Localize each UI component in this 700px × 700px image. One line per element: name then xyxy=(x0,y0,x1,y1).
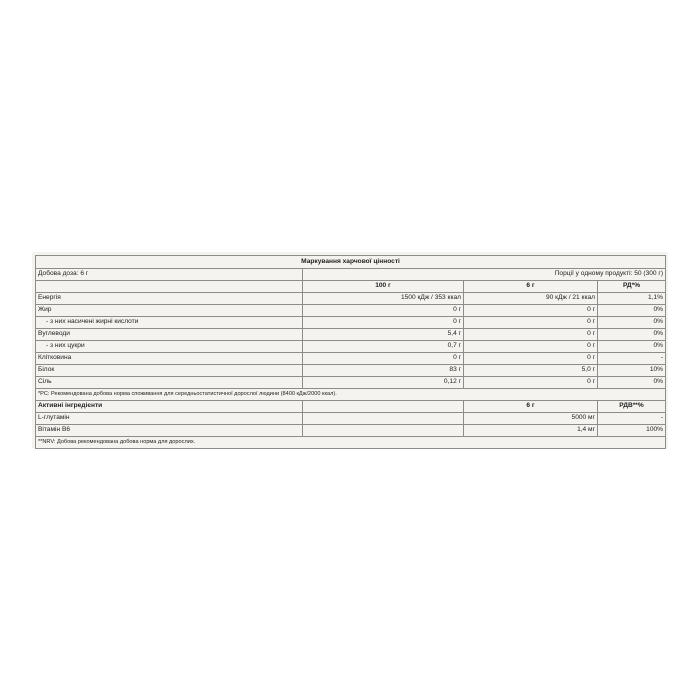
value-rd: 0% xyxy=(598,329,666,341)
table-title: Маркування харчової цінності xyxy=(36,256,666,269)
active-ingredients-header: Активні інгредієнти xyxy=(36,401,303,413)
column-header-row xyxy=(36,281,666,293)
value-rd: 0% xyxy=(598,305,666,317)
value-per-6g: 5,0 г xyxy=(464,365,598,377)
nutrient-name: Клітковина xyxy=(36,353,303,365)
value-rd: 0% xyxy=(598,377,666,389)
col-header-dose: 6 г xyxy=(464,401,598,413)
value-per-6g: 0 г xyxy=(464,353,598,365)
value-rd: 0% xyxy=(598,341,666,353)
ingredient-blank-cell xyxy=(303,425,464,437)
value-per-100g: 0 г xyxy=(303,317,464,329)
nutrient-name: Білок xyxy=(36,365,303,377)
col-header-nrv: РДВ**% xyxy=(598,401,666,413)
ingredient-name: Вітамін В6 xyxy=(36,425,303,437)
nutrient-name: - з них цукри xyxy=(36,341,303,353)
ingredient-dose: 1,4 мг xyxy=(464,425,598,437)
value-per-6g: 0 г xyxy=(464,305,598,317)
table-row xyxy=(36,365,666,377)
table-row xyxy=(36,425,666,437)
nutrient-name: Жир xyxy=(36,305,303,317)
nutrient-name: - з них насичені жирні кислоти xyxy=(36,317,303,329)
active-header-blank-cell xyxy=(303,401,464,413)
value-per-6g: 0 г xyxy=(464,329,598,341)
table-row xyxy=(36,413,666,425)
nrv-footnote: **NRV: Добова рекомендована добова норма для дорослих. xyxy=(36,437,666,449)
col-header-per-100g: 100 г xyxy=(303,281,464,293)
col-header-per-6g: 6 г xyxy=(464,281,598,293)
dose-row xyxy=(36,269,666,281)
col-header-rd: РД*% xyxy=(598,281,666,293)
table-row xyxy=(36,305,666,317)
nrv-footnote-row xyxy=(36,437,666,449)
value-per-6g: 0 г xyxy=(464,377,598,389)
value-per-100g: 83 г xyxy=(303,365,464,377)
rd-footnote: *РС: Рекомендована добова норма споживання для середньостатистичної дорослої людини (8400 кДж/2000 ккал). xyxy=(36,389,666,401)
table-row xyxy=(36,329,666,341)
value-rd: 10% xyxy=(598,365,666,377)
value-rd: 0% xyxy=(598,317,666,329)
nutrient-name: Сіль xyxy=(36,377,303,389)
rd-footnote-row xyxy=(36,389,666,401)
daily-dose: Добова доза: 6 г xyxy=(36,269,303,281)
title-row xyxy=(36,256,666,269)
nutrition-table xyxy=(35,255,666,449)
value-per-6g: 90 кДж / 21 ккал xyxy=(464,293,598,305)
value-per-100g: 1500 кДж / 353 ккал xyxy=(303,293,464,305)
value-per-100g: 5,4 г xyxy=(303,329,464,341)
value-per-100g: 0,7 г xyxy=(303,341,464,353)
value-rd: - xyxy=(598,353,666,365)
ingredient-blank-cell xyxy=(303,413,464,425)
value-per-6g: 0 г xyxy=(464,341,598,353)
header-blank-cell xyxy=(36,281,303,293)
table-row xyxy=(36,317,666,329)
nutrient-name: Енергія xyxy=(36,293,303,305)
ingredient-nrv: 100% xyxy=(598,425,666,437)
ingredient-name: L-глутамін xyxy=(36,413,303,425)
table-row xyxy=(36,377,666,389)
servings-per-product: Порції у одному продукті: 50 (300 г) xyxy=(303,269,666,281)
table-row xyxy=(36,341,666,353)
nutrient-name: Вуглеводи xyxy=(36,329,303,341)
nutrition-label-panel xyxy=(32,252,668,448)
value-per-100g: 0 г xyxy=(303,305,464,317)
ingredient-nrv: - xyxy=(598,413,666,425)
active-header-row xyxy=(36,401,666,413)
value-per-100g: 0,12 г xyxy=(303,377,464,389)
table-row xyxy=(36,353,666,365)
table-row xyxy=(36,293,666,305)
value-per-100g: 0 г xyxy=(303,353,464,365)
value-per-6g: 0 г xyxy=(464,317,598,329)
value-rd: 1,1% xyxy=(598,293,666,305)
ingredient-dose: 5000 мг xyxy=(464,413,598,425)
